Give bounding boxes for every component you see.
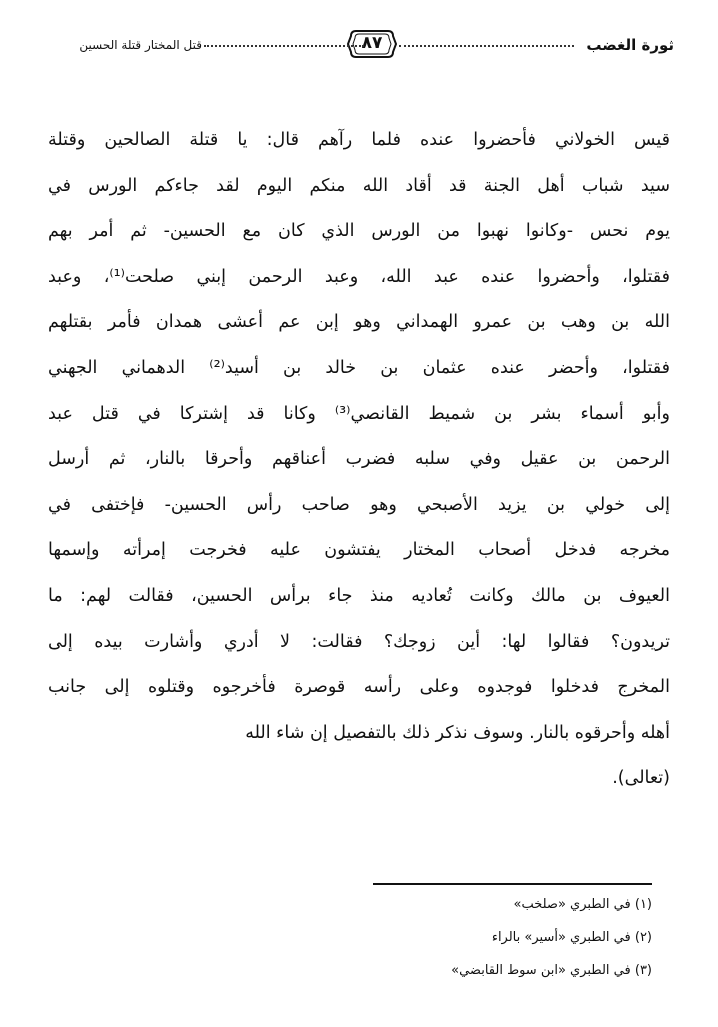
- text-line: مخرجه فدخل أصحاب المختار يفتشون عليه فخرجت إمرأته وإسمها: [48, 540, 670, 561]
- text-line: قيس الخولاني فأحضروا عنده فلما رآهم قال: يا قتلة الصالحين وقتلة: [48, 130, 670, 150]
- text-line: (تعالى).: [612, 768, 670, 789]
- text-line: يوم نحس -وكانوا نهبوا من الورس الذي كان مع الحسين- ثم أمر بهم: [48, 221, 670, 242]
- page-number: ٨٧: [361, 33, 383, 53]
- text-line: فقتلوا، وأحضر عنده عثمان بن خالد بن أسيد⁽²⁾ الدهماني الجهني: [48, 357, 670, 378]
- footnote-separator: [373, 883, 652, 885]
- text-line: أهله وأحرقوه بالنار. وسوف نذكر ذلك بالتفصيل إن شاء الله: [245, 722, 670, 743]
- text-line: فقتلوا، وأحضروا عنده عبد الله، وعبد الرحمن إبني صلحت⁽¹⁾، وعبد: [48, 266, 670, 287]
- footnotes: [252, 888, 652, 987]
- footnote: (٣) في الطبري «ابن سوط القابضي»: [451, 963, 652, 978]
- footnote: (١) في الطبري «صلخب»: [513, 897, 652, 912]
- text-line: إلى خولي بن يزيد الأصبحي وهو صاحب رأس الحسين- فإختفى في: [48, 494, 670, 515]
- header-dotted-leader-left: [204, 45, 364, 47]
- page-number-frame: [346, 28, 398, 60]
- text-line: الرحمن بن عقيل وفي سلبه فضرب أعناقهم وأحرقا بالنار، ثم أرسل: [48, 449, 670, 470]
- text-line: وأبو أسماء بشر بن شميط القانصي⁽³⁾ وكانا قد إشتركا في قتل عبد: [48, 403, 670, 424]
- chapter-title: قتل المختار قتلة الحسين: [79, 38, 202, 52]
- text-line: الله بن وهب بن عمرو الهمداني وهو إبن عم أعشى همدان فأمر بقتلهم: [48, 312, 670, 333]
- page-header: [44, 26, 674, 66]
- text-line: تريدون؟ فقالوا لها: أين زوجك؟ فقالت: لا أدري وأشارت بيده إلى: [48, 631, 670, 652]
- text-line: العيوف بن مالك وكانت تُعاديه منذ جاء برأس الحسين، فقالت لهم: ما: [48, 585, 670, 606]
- text-line: سيد شباب أهل الجنة قد أقاد الله منكم اليوم لقد جاءكم الورس في: [48, 175, 670, 196]
- book-title: ثورة الغضب: [586, 36, 674, 54]
- footnote: (٢) في الطبري «أسير» بالراء: [491, 930, 652, 945]
- header-dotted-leader-right: [399, 45, 574, 47]
- body-text: [48, 118, 670, 802]
- text-line: المخرج فدخلوا فوجدوه وعلى رأسه قوصرة فأخرجوه وقتلوه إلى جانب: [48, 677, 670, 698]
